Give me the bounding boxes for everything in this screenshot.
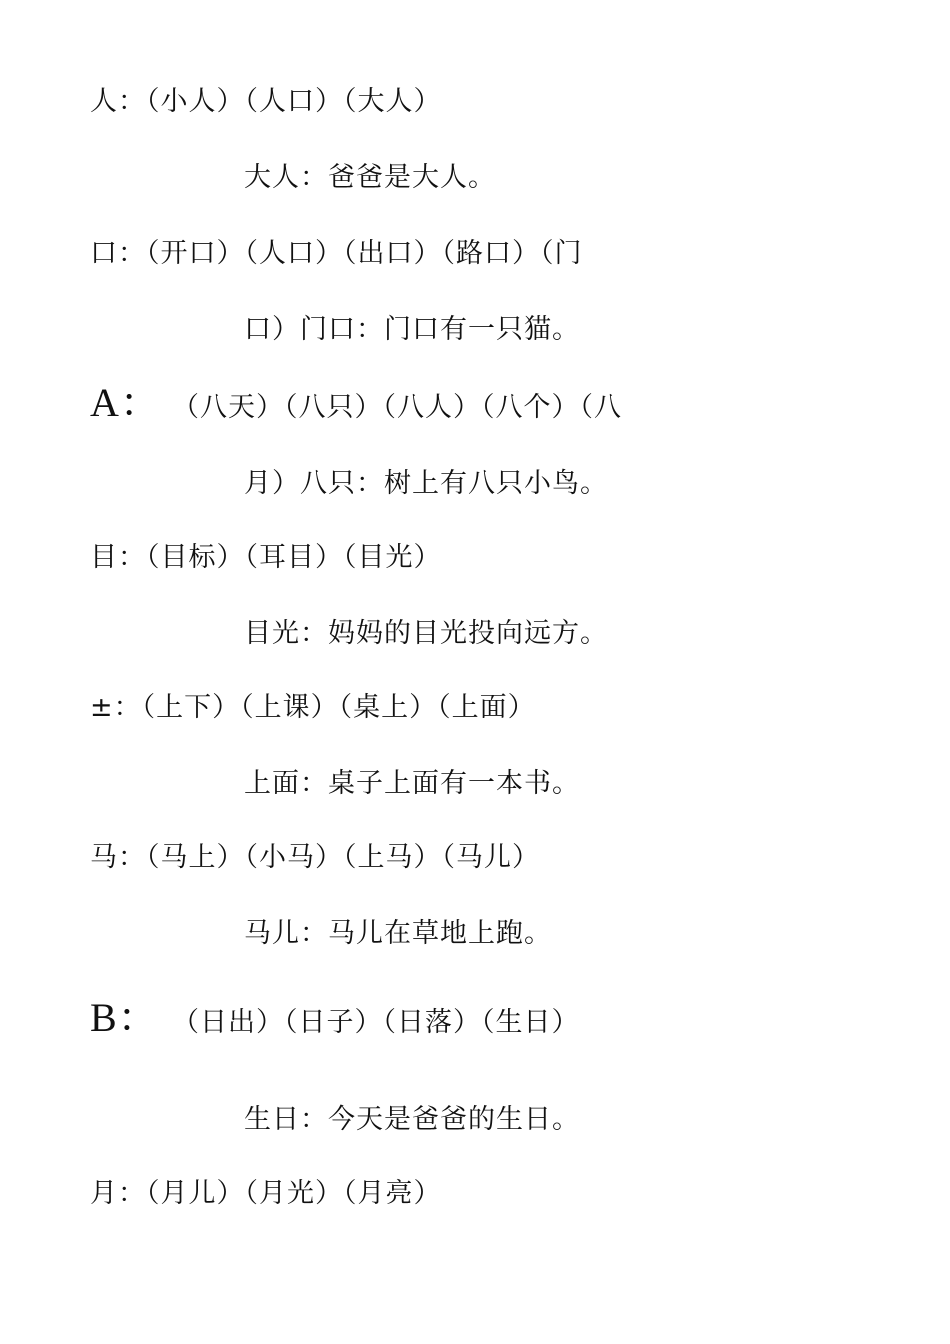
entry-mu: 目：（目标）（耳目）（目光） [90,542,442,573]
entry-yue: 月：（月儿）（月光）（月亮） [90,1178,442,1209]
sentence-muguang: 目光：妈妈的目光投向远方。 [244,618,608,649]
entry-ba: （八天）（八只）（八人）（八个）（八 [172,392,622,423]
sentence-shangmian: 上面：桌子上面有一本书。 [244,768,580,799]
entry-ri: （日出）（日子）（日落）（生日） [172,1007,580,1038]
entry-ma: 马：（马上）（小马）（上马）（马儿） [90,842,540,873]
entry-kou: 口：（开口）（人口）（出口）（路口）（门 [90,238,583,269]
sentence-shengri: 生日：今天是爸爸的生日。 [244,1104,580,1135]
sentence-menkou: 口）门口：门口有一只猫。 [244,314,580,345]
label-b: B： [90,995,159,1040]
label-a: A： [90,380,161,425]
sentence-maer: 马儿：马儿在草地上跑。 [244,918,552,949]
sentence-daren: 大人：爸爸是大人。 [244,162,496,193]
entry-ren: 人：（小人）（人口）（大人） [90,86,442,117]
sentence-bazhi: 月）八只：树上有八只小鸟。 [244,468,608,499]
entry-shang: ±：（上下）（上课）（桌上）（上面） [90,692,536,723]
